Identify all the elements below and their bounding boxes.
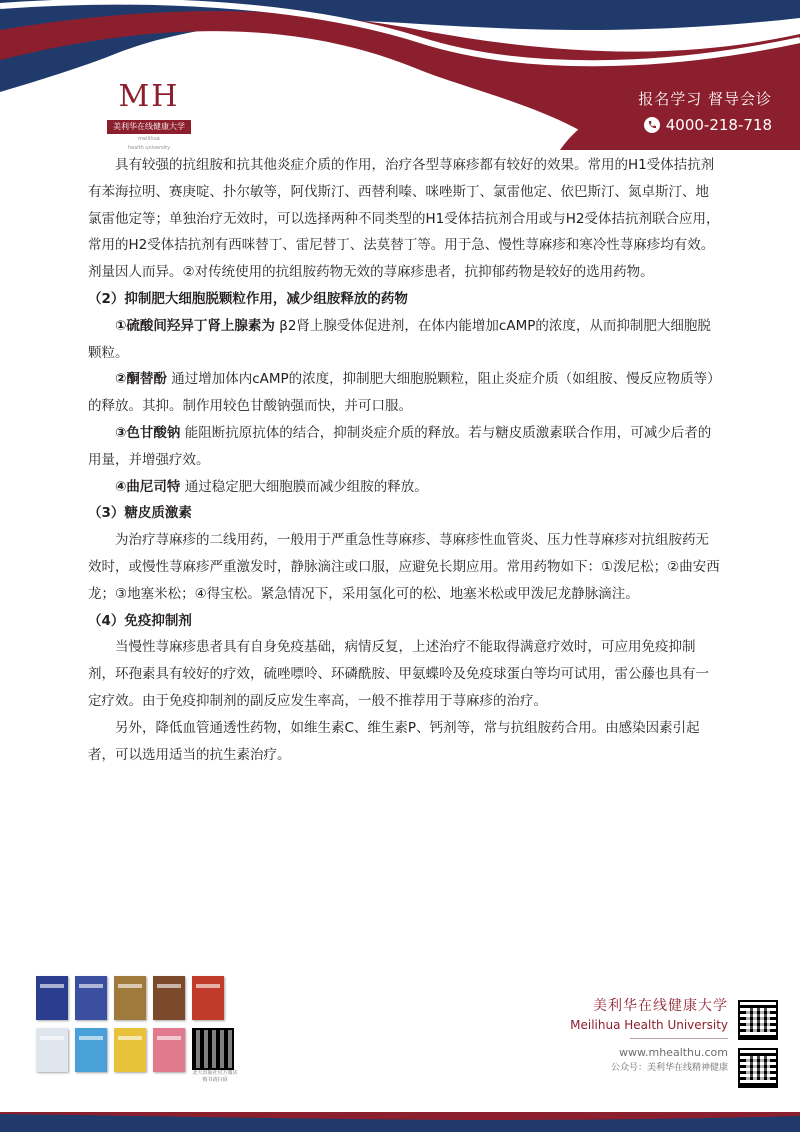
book-cover xyxy=(192,976,224,1020)
paragraph-item-2 xyxy=(88,366,720,420)
wechat-account: 公众号：美利华在线精神健康 xyxy=(610,1063,728,1073)
phone-row xyxy=(638,114,772,136)
book-cover xyxy=(153,1028,185,1072)
book-cover xyxy=(36,976,68,1020)
header-contact xyxy=(638,88,772,136)
paragraph-item-4 xyxy=(88,474,720,501)
section-heading-3: （3）糖皮质激素 xyxy=(88,505,192,522)
section-heading-2: （2）抑制肥大细胞脱颗粒作用，减少组胺释放的药物 xyxy=(88,290,408,307)
qr-caption xyxy=(190,1070,240,1084)
qr-code-icon xyxy=(738,1048,778,1088)
book-cover xyxy=(153,976,185,1020)
book-cover xyxy=(75,976,107,1020)
book-cover xyxy=(114,976,146,1020)
logo-mark: MH xyxy=(118,79,180,114)
paragraph-antihistamine: 具有较强的抗组胺和抗其他炎症介质的作用，治疗各型荨麻疹都有较好的效果。常用的H1受体拮抗剂有苯海拉明、赛庚啶、扑尔敏等，阿伐斯汀、西替利嗪、咪唑斯丁、氯雷他定、依巴斯汀、氮卓斯汀、地氯雷他定等；单独治疗无效时，可以选择两种不同类型的H1受体拮抗剂合用或与H2受体拮抗剂联合应用，常用的H2受体拮抗剂有西咪替丁、雷尼替丁、法莫替丁等。用于急、慢性荨麻疹和寒冷性荨麻疹均有效。剂量因人而异。②对传统使用的抗组胺药物无效的荨麻疹患者，抗抑郁药物是较好的选用药物。 xyxy=(88,157,720,281)
university-name-cn: 美利华在线健康大学 xyxy=(593,998,728,1014)
book-cover xyxy=(114,1028,146,1072)
item-2-text: 通过增加体内cAMP的浓度，抑制肥大细胞脱颗粒，阻止炎症介质（如组胺、慢反应物质等）的释放。其抑。制作用较色甘酸钠强而快，并可口服。 xyxy=(88,371,714,415)
university-name-en: Meilihua Health University xyxy=(570,1018,728,1032)
paragraph-item-3 xyxy=(88,420,720,474)
paragraph-item-1 xyxy=(88,313,720,367)
item-3-text: 能阻断抗原抗体的结合，抑制炎症介质的释放。若与糖皮质激素联合作用，可减少后者的用量，并增强疗效。 xyxy=(88,424,712,468)
paragraph-glucocorticoid: 为治疗荨麻疹的二线用药，一般用于严重急性荨麻疹、荨麻疹性血管炎、压力性荨麻疹对抗组胺药无效时，或慢性荨麻疹严重激发时，静脉滴注或口服，应避免长期应用。常用药物如下：①泼尼松；②曲安西龙；③地塞米松；④得宝松。紧急情况下，采用氢化可的松、地塞米松或甲泼尼龙静脉滴注。 xyxy=(88,532,720,602)
qr-caption-1: 北大出版社官方微店 xyxy=(192,1070,238,1076)
qr-code-icon xyxy=(192,1028,234,1070)
paragraph-other: 另外，降低血管通透性药物，如维生素C、维生素P、钙剂等，常与抗组胺药合用。由感染因素引起者，可以选用适当的抗生素治疗。 xyxy=(88,719,700,763)
qr-code-icon xyxy=(738,1000,778,1040)
item-1-title: ①硫酸间羟异丁肾上腺素为 xyxy=(115,317,275,334)
logo-sub-1: meilihua xyxy=(138,136,160,142)
phone-icon xyxy=(644,117,660,133)
footer-bar xyxy=(0,1112,800,1132)
logo-sub-2: health university xyxy=(127,145,171,151)
logo xyxy=(90,80,208,152)
logo-banner: 美利华在线健康大学 xyxy=(107,120,191,134)
qr-caption-2: 购书请扫码 xyxy=(202,1077,228,1083)
book-cover xyxy=(75,1028,107,1072)
book-cover xyxy=(36,1028,68,1072)
section-heading-4: （4）免疫抑制剂 xyxy=(88,612,192,629)
item-1-text: β2肾上腺受体促进剂，在体内能增加cAMP的浓度，从而抑制肥大细胞脱颗粒。 xyxy=(88,317,711,361)
divider xyxy=(630,1038,728,1039)
book-covers xyxy=(36,976,266,1080)
item-4-text: 通过稳定肥大细胞膜而减少组胺的释放。 xyxy=(180,478,428,495)
header-slogan: 报名学习 督导会诊 xyxy=(638,90,772,108)
article-body xyxy=(88,152,720,768)
footer xyxy=(0,970,800,1132)
university-info xyxy=(570,996,728,1075)
item-4-title: ④曲尼司特 xyxy=(115,478,181,495)
item-2-title: ②酮替酚 xyxy=(115,371,167,388)
item-3-title: ③色甘酸钠 xyxy=(115,424,181,441)
phone-number: 4000-218-718 xyxy=(665,116,772,134)
website-link[interactable]: www.mhealthu.com xyxy=(619,1046,728,1059)
paragraph-immunosuppressant: 当慢性荨麻疹患者具有自身免疫基础，病情反复，上述治疗不能取得满意疗效时，可应用免疫抑制剂，环孢素具有较好的疗效，硫唑嘌呤、环磷酰胺、甲氨蝶呤及免疫球蛋白等均可试用，雷公藤也具有一定疗效。由于免疫抑制剂的副反应发生率高，一般不推荐用于荨麻疹的治疗。 xyxy=(88,639,709,709)
